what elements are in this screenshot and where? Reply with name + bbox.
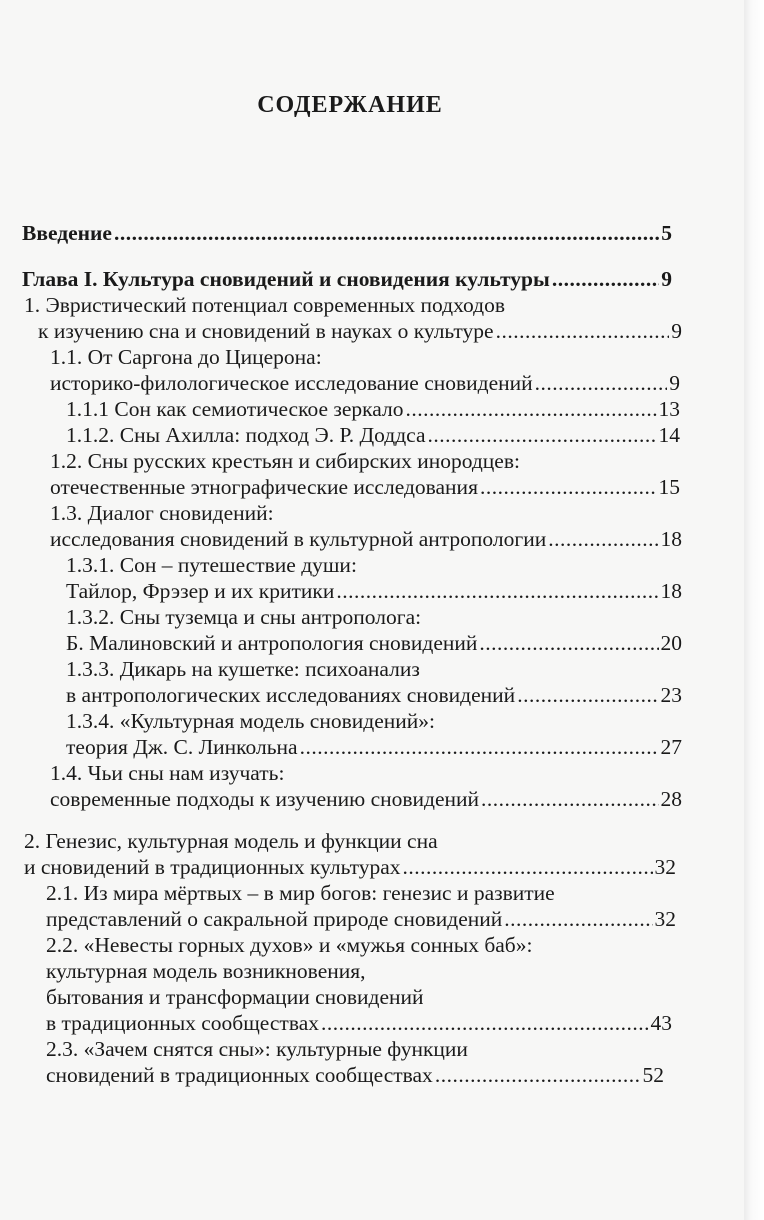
toc-entry-1: 1. Эвристический потенциал современных подходов xyxy=(24,293,506,317)
toc-entry-2-3: 2.3. «Зачем снятся сны»: культурные функции xyxy=(46,1037,468,1061)
toc-entry-1-3-cont: исследования сновидений в культурной антропологии ..... 18 xyxy=(50,525,682,553)
toc-entry-chapter-1: Глава I. Культура сновидений и сновидения культуры ..... 9 xyxy=(22,265,672,293)
toc-entry-1-3-1: 1.3.1. Сон – путешествие души: xyxy=(66,553,357,577)
toc-entry-1-1: 1.1. От Саргона до Цицерона: xyxy=(50,345,322,369)
toc-entry-1-3-2: 1.3.2. Сны туземца и сны антрополога: xyxy=(66,605,422,629)
toc-entry-1-1-2: 1.1.2. Сны Ахилла: подход Э. Р. Доддса ..... 14 xyxy=(66,421,680,449)
toc-entry-2-1-cont: представлений о сакральной природе сновидений ..... 32 xyxy=(46,905,676,933)
toc-entry-1-4: 1.4. Чьи сны нам изучать: xyxy=(50,761,285,785)
toc-entry-1-3-3-cont: в антропологических исследованиях сновидений ..... 23 xyxy=(66,681,682,709)
toc-entry-1-1-1: 1.1.1 Сон как семиотическое зеркало ..... 13 xyxy=(66,395,680,423)
toc-entry-2-2-cont-3: в традиционных сообществах ..... 43 xyxy=(46,1009,672,1037)
toc-entry-1-3-4-cont: теория Дж. С. Линкольна ..... 27 xyxy=(66,733,682,761)
toc-entry-2-2: 2.2. «Невесты горных духов» и «мужья сонных баб»: xyxy=(46,933,533,957)
toc-entry-1-3-1-cont: Тайлор, Фрэзер и их критики ..... 18 xyxy=(66,577,682,605)
toc-entry-2-2-cont-2: бытования и трансформации сновидений xyxy=(46,985,424,1009)
toc-entry-2-cont: и сновидений в традиционных культурах ..... 32 xyxy=(24,853,676,881)
toc-entry-intro: Введение ..... 5 xyxy=(22,219,672,247)
toc-entry-2-3-cont: сновидений в традиционных сообществах ..... 52 xyxy=(46,1061,664,1089)
page-edge xyxy=(744,0,764,1220)
toc-entry-1-2-cont: отечественные этнографические исследования ..... 15 xyxy=(50,473,680,501)
toc-entry-2: 2. Генезис, культурная модель и функции сна xyxy=(24,829,438,853)
toc-entry-1-cont: к изучению сна и сновидений в науках о культуре ..... 9 xyxy=(38,317,682,345)
toc-entry-2-1: 2.1. Из мира мёртвых – в мир богов: генезис и развитие xyxy=(46,881,555,905)
toc-entry-1-3-4: 1.3.4. «Культурная модель сновидений»: xyxy=(66,709,435,733)
toc-entry-1-3-3: 1.3.3. Дикарь на кушетке: психоанализ xyxy=(66,657,420,681)
toc-entry-1-4-cont: современные подходы к изучению сновидений ..... 28 xyxy=(50,785,682,813)
page-title: СОДЕРЖАНИЕ xyxy=(257,92,443,118)
toc-entry-1-1-cont: историко-филологическое исследование сновидений ..... 9 xyxy=(50,369,680,397)
toc-entry-1-3: 1.3. Диалог сновидений: xyxy=(50,501,274,525)
toc-entry-1-2: 1.2. Сны русских крестьян и сибирских инородцев: xyxy=(50,449,520,473)
toc-entry-2-2-cont-1: культурная модель возникновения, xyxy=(46,959,366,983)
toc-entry-1-3-2-cont: Б. Малиновский и антропология сновидений ..... 20 xyxy=(66,629,682,657)
